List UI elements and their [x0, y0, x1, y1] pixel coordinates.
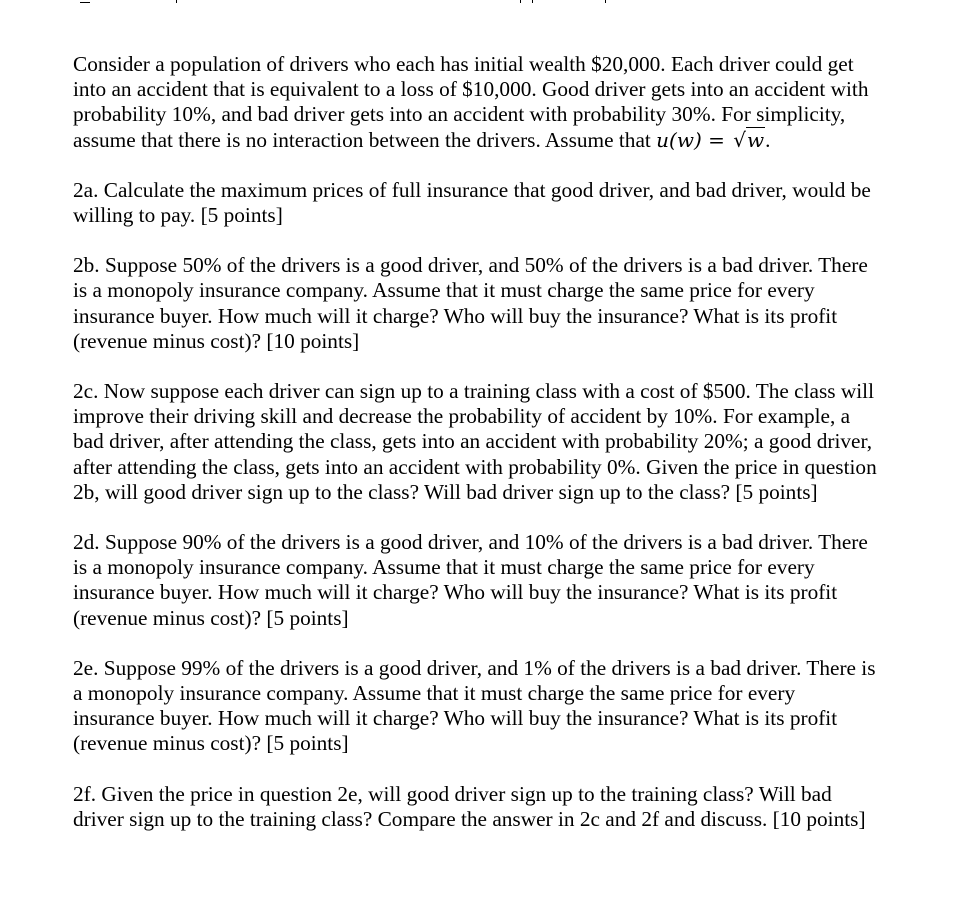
formula-lhs: u(w) = [656, 127, 732, 152]
text-line: bad driver, after attending the class, gets into an accident with probability 20%; a good driver, [73, 429, 873, 454]
text-line: 2e. Suppose 99% of the drivers is a good driver, and 1% of the drivers is a bad driver. There is [73, 655, 876, 680]
text-line: is a monopoly insurance company. Assume that it must charge the same price for every [73, 555, 815, 580]
problem-text [73, 52, 903, 832]
clipped-glyph [80, 0, 90, 3]
text-line: insurance buyer. How much will it charge? Who will buy the insurance? What is its profit [73, 303, 838, 328]
text-span: . [765, 127, 771, 152]
text-line: 2c. Now suppose each driver can sign up to a training class with a cost of $500. The class will [73, 379, 875, 404]
text-line: insurance buyer. How much will it charge? Who will buy the insurance? What is its profit [73, 706, 838, 731]
text-line: 2f. Given the price in question 2e, will good driver sign up to the training class? Will bad [73, 781, 832, 806]
clipped-bracket [532, 0, 533, 3]
text-line: improve their driving skill and decrease the probability of accident by 10%. For example, a [73, 404, 851, 429]
clipped-bracket [176, 0, 177, 3]
text-line: (revenue minus cost)? [10 points] [73, 328, 360, 353]
text-line: is a monopoly insurance company. Assume that it must charge the same price for every [73, 278, 815, 303]
text-line: 2b. Suppose 50% of the drivers is a good driver, and 50% of the drivers is a bad driver. There [73, 253, 868, 278]
text-line: driver sign up to the training class? Compare the answer in 2c and 2f and discuss. [10 points] [73, 806, 866, 831]
text-line: Consider a population of drivers who each has initial wealth $20,000. Each driver could get [73, 52, 854, 76]
clipped-header-fragment [80, 0, 620, 4]
text-line: willing to pay. [5 points] [73, 203, 283, 228]
question-2e [73, 656, 903, 757]
text-line: into an accident that is equivalent to a loss of $10,000. Good driver gets into an accident with [73, 77, 869, 102]
text-line: 2d. Suppose 90% of the drivers is a good driver, and 10% of the drivers is a bad driver. There [73, 530, 868, 555]
clipped-bracket [520, 0, 521, 3]
text-line: 2a. Calculate the maximum prices of full insurance that good driver, and bad driver, would be [73, 177, 871, 202]
text-line: after attending the class, gets into an accident with probability 0%. Given the price in question [73, 454, 877, 479]
text-line: probability 10%, and bad driver gets into an accident with probability 30%. For simplicity, [73, 102, 846, 127]
text-line: 2b, will good driver sign up to the class? Will bad driver sign up to the class? [5 points] [73, 479, 818, 504]
utility-formula [656, 128, 765, 152]
sqrt-symbol: √w [733, 127, 765, 152]
sqrt-argument: w [746, 127, 765, 152]
text-line [73, 128, 903, 153]
text-line: a monopoly insurance company. Assume that it must charge the same price for every [73, 681, 796, 706]
text-line: insurance buyer. How much will it charge? Who will buy the insurance? What is its profit [73, 580, 838, 605]
text-line: (revenue minus cost)? [5 points] [73, 731, 349, 756]
question-2a [73, 178, 903, 228]
text-span: assume that there is no interaction between the drivers. Assume that [73, 127, 657, 152]
question-2f [73, 782, 903, 832]
question-2b [73, 253, 903, 354]
question-2d [73, 530, 903, 631]
clipped-bracket [605, 0, 606, 3]
question-2c [73, 379, 903, 505]
intro-paragraph [73, 52, 903, 153]
text-line: (revenue minus cost)? [5 points] [73, 605, 349, 630]
